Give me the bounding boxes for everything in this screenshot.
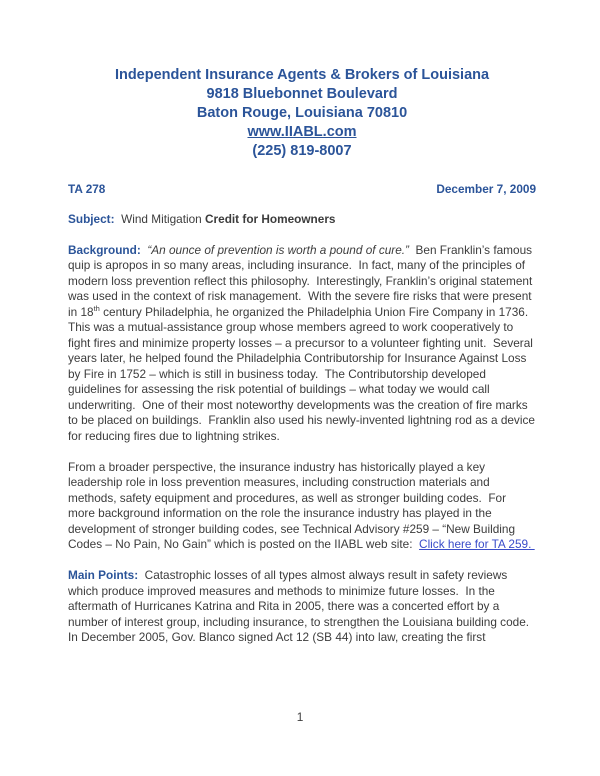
advisory-number: TA 278	[68, 182, 106, 196]
background-text-2: century Philadelphia, he organized the Philadelphia Union Fire Company in 1736. This was a mutual-assistance group whose members agreed to work cooperatively to fight fires and minimize property losses – a precursor to a volunteer fighting unit. Several years later, he helped found the Philadelphia Contributorship for Insurance Against Loss by Fire in 1752 – which is still in business today. The Contributorship developed guidelines for assessing the risk potential of buildings – what today we would call underwriting. One of their most noteworthy developments was the creation of fire marks to be placed on buildings. Franklin also used his newly-invented lightning rod as a device for reducing fires due to lightning strikes.	[68, 304, 539, 443]
background-paragraph	[68, 242, 539, 445]
website-row	[68, 123, 536, 142]
address-line-1: 9818 Bluebonnet Boulevard	[206, 86, 398, 102]
background-text-1: Ben Franklin’s famous quip is apropos in so many areas, including insurance. In fact, many of the principles of modern loss prevention reflect this philosophy. Interestingly, Franklin’s original statement was used in the context of risk management. With the severe fire risks that were present in 18	[68, 242, 536, 319]
ta259-link[interactable]: Click here for TA 259.	[419, 537, 535, 551]
ordinal-superscript: th	[93, 303, 100, 313]
phone-number: (225) 819-8007	[252, 143, 352, 159]
subject-topic-bold: Credit for Homeowners	[205, 211, 336, 226]
subject-topic: Wind Mitigation	[114, 211, 206, 226]
main-points-text: Catastrophic losses of all types almost always result in safety reviews which produce improved measures and methods to minimize future losses. In the aftermath of Hurricanes Katrina and Rita in 2005, there was a concerted effort by a number of interest group, including insurance, to strengthen the Louisiana building code. In December 2005, Gov. Blanco signed Act 12 (SB 44) into law, creating the first	[68, 568, 536, 644]
subject-line	[68, 212, 536, 228]
letterhead	[68, 66, 536, 161]
broader-perspective-paragraph	[68, 460, 536, 553]
website-link[interactable]: www.IIABL.com	[247, 124, 357, 140]
org-name: Independent Insurance Agents & Brokers of Louisiana	[114, 67, 490, 83]
advisory-date: December 7, 2009	[436, 182, 536, 196]
address-line-2: Baton Rouge, Louisiana 70810	[196, 105, 408, 121]
main-points-paragraph	[68, 568, 536, 646]
meta-row	[68, 182, 536, 198]
broader-perspective-text: From a broader perspective, the insurance industry has historically played a key leadership role in loss prevention measures, including construction materials and methods, safety equipment and procedures, as well as stronger building codes. For more background information on the role the insurance industry has played in the development of stronger building codes, see Technical Advisory #259 – “New Building Codes – No Pain, No Gain” which is posted on the IIABL web site:	[68, 459, 519, 551]
page-number: 1	[296, 710, 304, 724]
background-label: Background:	[68, 242, 141, 257]
main-points-label: Main Points:	[68, 568, 139, 582]
background-quote: “An ounce of prevention is worth a pound of cure.”	[140, 242, 409, 257]
subject-label: Subject:	[68, 211, 115, 226]
